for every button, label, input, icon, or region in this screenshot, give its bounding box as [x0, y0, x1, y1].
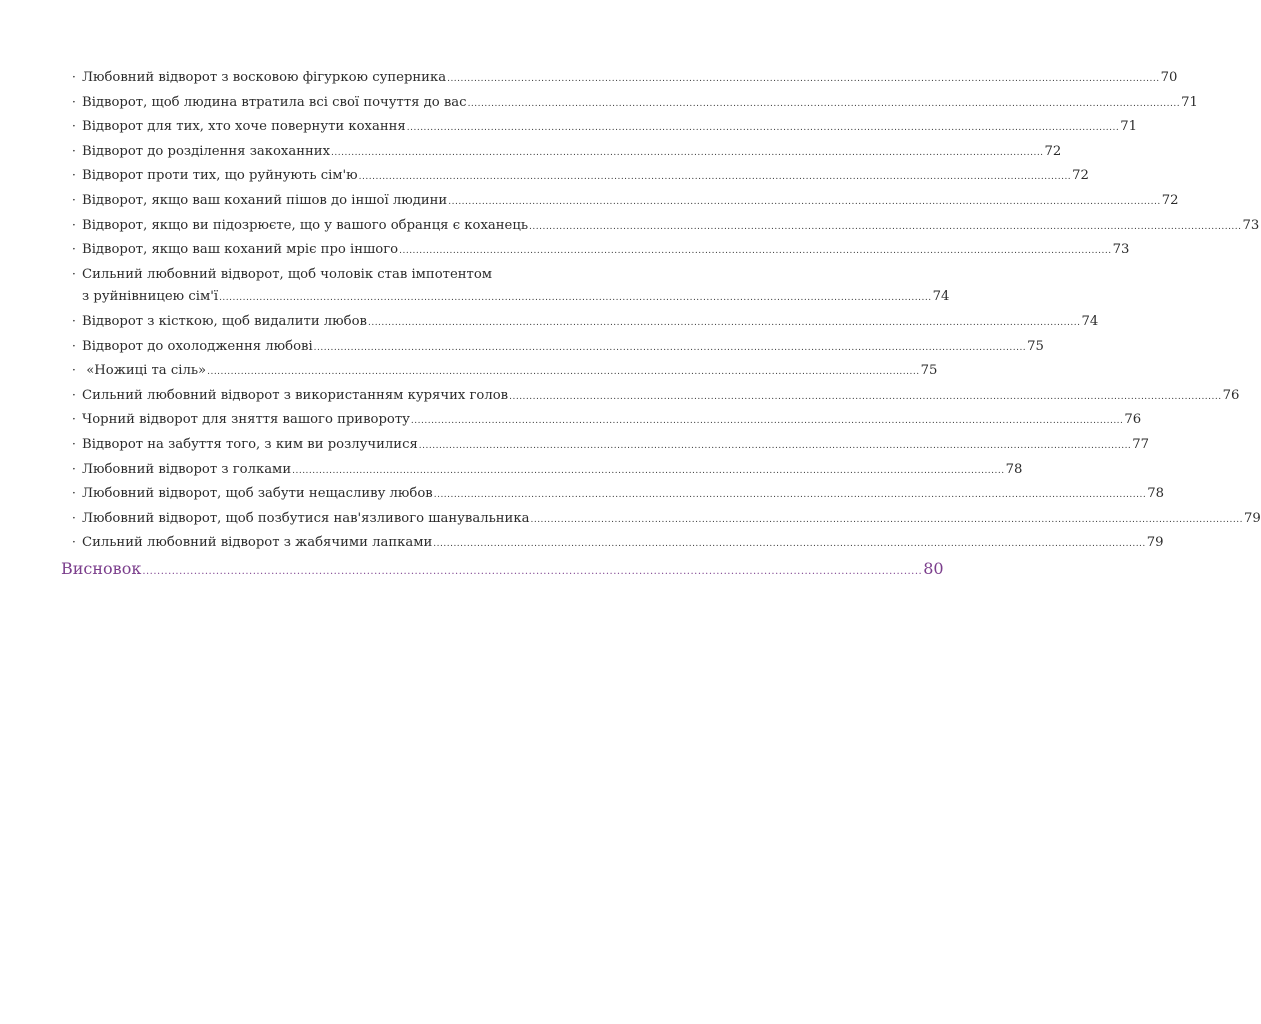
toc-entry	[72, 335, 1044, 360]
toc-entry-title: Чорний відворот для зняття вашого привороту	[82, 412, 410, 428]
toc-entry	[72, 115, 1138, 140]
toc-entry-page: 73	[1242, 217, 1260, 233]
bullet: ·	[72, 338, 76, 353]
bullet: ·	[72, 217, 76, 232]
toc-entry-title: Сильний любовний відворот з використанням курячих голов	[82, 387, 509, 403]
toc-entry-title: Відворот, щоб людина втратила всі свої почуття до вас	[82, 94, 467, 110]
toc-entry	[72, 238, 1130, 263]
bullet: ·	[72, 192, 76, 207]
toc-entry	[72, 507, 1261, 532]
toc-entry-page: 74	[1081, 313, 1099, 329]
toc-entry-page: 72	[1161, 192, 1179, 208]
toc-entry-page: 77	[1132, 436, 1150, 452]
toc-entry-page: 78	[1147, 486, 1164, 502]
dot-leader	[468, 93, 1181, 116]
toc-entry-page: 75	[920, 363, 938, 379]
toc-entry-title: Любовний відворот, щоб забути нещасливу любов	[82, 486, 433, 502]
bullet: ·	[72, 70, 76, 84]
bullet: ·	[72, 387, 76, 402]
bullet: ·	[72, 94, 76, 109]
dot-leader	[529, 216, 1242, 239]
toc-entry	[72, 384, 1240, 409]
bullet: ·	[72, 242, 76, 257]
toc-entry-title: Любовний відворот з восковою фігуркою суперника	[82, 70, 447, 85]
bullet: ·	[72, 168, 76, 183]
toc-entry	[72, 164, 1089, 189]
bullet: ·	[72, 436, 76, 451]
toc-entry-title: Відворот для тих, хто хоче повернути кохання	[82, 119, 406, 135]
dot-leader	[448, 191, 1161, 214]
toc-entry	[72, 482, 1164, 507]
toc-entry-title: Відворот, якщо ви підозрюєте, що у вашого обранця є коханець	[82, 217, 529, 233]
dot-leader	[359, 166, 1072, 189]
toc-entry	[72, 433, 1150, 458]
bullet: ·	[72, 461, 76, 476]
toc-entry-page: 70	[1160, 70, 1178, 85]
toc-entry	[72, 310, 1099, 335]
bullet: ·	[72, 486, 76, 501]
dot-leader	[331, 142, 1044, 165]
dot-leader	[399, 240, 1112, 263]
toc-entry-line2	[72, 286, 950, 310]
bullet: ·	[72, 119, 76, 134]
toc-entry-page: 79	[1146, 535, 1164, 551]
toc-entry-title: «Ножиці та сіль»	[82, 363, 207, 379]
toc-entry	[72, 189, 1179, 214]
toc-entry	[72, 359, 938, 384]
toc-entry-page: 78	[1005, 461, 1023, 477]
toc-entry	[72, 408, 1142, 433]
bullet: ·	[72, 313, 76, 328]
toc-entry-page: 71	[1181, 94, 1198, 110]
table-of-contents	[61, 66, 1261, 583]
toc-entry-title: Відворот проти тих, що руйнують сім'ю	[82, 168, 358, 184]
dot-leader	[530, 509, 1243, 532]
toc-entry-title: Любовний відворот з голками	[82, 461, 292, 477]
toc-entry-title: Відворот, якщо ваш коханий мріє про іншого	[82, 242, 399, 258]
toc-entry	[72, 140, 1062, 165]
toc-entry-title: Висновок	[61, 558, 142, 578]
dot-leader	[433, 533, 1146, 556]
toc-entry-conclusion	[61, 558, 944, 583]
toc-entry	[72, 91, 1198, 116]
dot-leader	[207, 361, 920, 384]
toc-entry-page: 72	[1072, 168, 1089, 184]
dot-leader	[292, 460, 1005, 483]
bullet: ·	[72, 143, 76, 158]
toc-entry-title: Сильний любовний відворот з жабячими лапками	[82, 535, 433, 551]
toc-entry-title-continued: з руйнівницею сім'ї	[82, 289, 219, 305]
toc-entry	[72, 66, 1178, 91]
bullet: ·	[72, 412, 76, 427]
toc-entry-page: 80	[923, 558, 944, 578]
toc-entry-title: Любовний відворот, щоб позбутися нав'язливого шанувальника	[82, 510, 530, 526]
dot-leader	[142, 561, 922, 583]
toc-entry-page: 71	[1120, 119, 1138, 135]
toc-entry-title: Відворот з кісткою, щоб видалити любов	[82, 313, 367, 329]
bullet: ·	[72, 510, 76, 525]
bullet: ·	[72, 535, 76, 550]
dot-leader	[219, 287, 932, 310]
toc-entry-page: 72	[1044, 143, 1062, 159]
toc-entry-page: 73	[1112, 242, 1130, 258]
toc-entry-title: Відворот до охолодження любові	[82, 338, 313, 354]
toc-entry	[72, 531, 1164, 556]
toc-entry-title: Сильний любовний відворот, щоб чоловік став імпотентом	[82, 266, 493, 282]
toc-entry-page: 79	[1243, 510, 1261, 526]
dot-leader	[314, 337, 1027, 360]
toc-entry-line1	[72, 263, 588, 287]
dot-leader	[434, 484, 1147, 507]
dot-leader	[368, 312, 1081, 335]
bullet: ·	[72, 266, 76, 281]
toc-entry	[72, 214, 1260, 239]
toc-entry	[72, 458, 1023, 483]
toc-entry-page: 75	[1027, 338, 1044, 354]
dot-leader	[411, 410, 1124, 433]
toc-entry-title: Відворот до розділення закоханних	[82, 143, 331, 159]
dot-leader	[419, 435, 1132, 458]
toc-entry-page: 76	[1222, 387, 1240, 403]
toc-entry-title: Відворот, якщо ваш коханий пішов до іншої людини	[82, 192, 448, 208]
toc-entry-page: 76	[1124, 412, 1142, 428]
dot-leader	[509, 386, 1222, 409]
toc-entry-page: 74	[932, 289, 950, 305]
toc-entry-title: Відворот на забуття того, з ким ви розлучилися	[82, 436, 418, 452]
dot-leader	[447, 68, 1160, 91]
dot-leader	[407, 117, 1120, 140]
toc-entry-multiline	[72, 263, 950, 310]
bullet: ·	[72, 363, 76, 378]
